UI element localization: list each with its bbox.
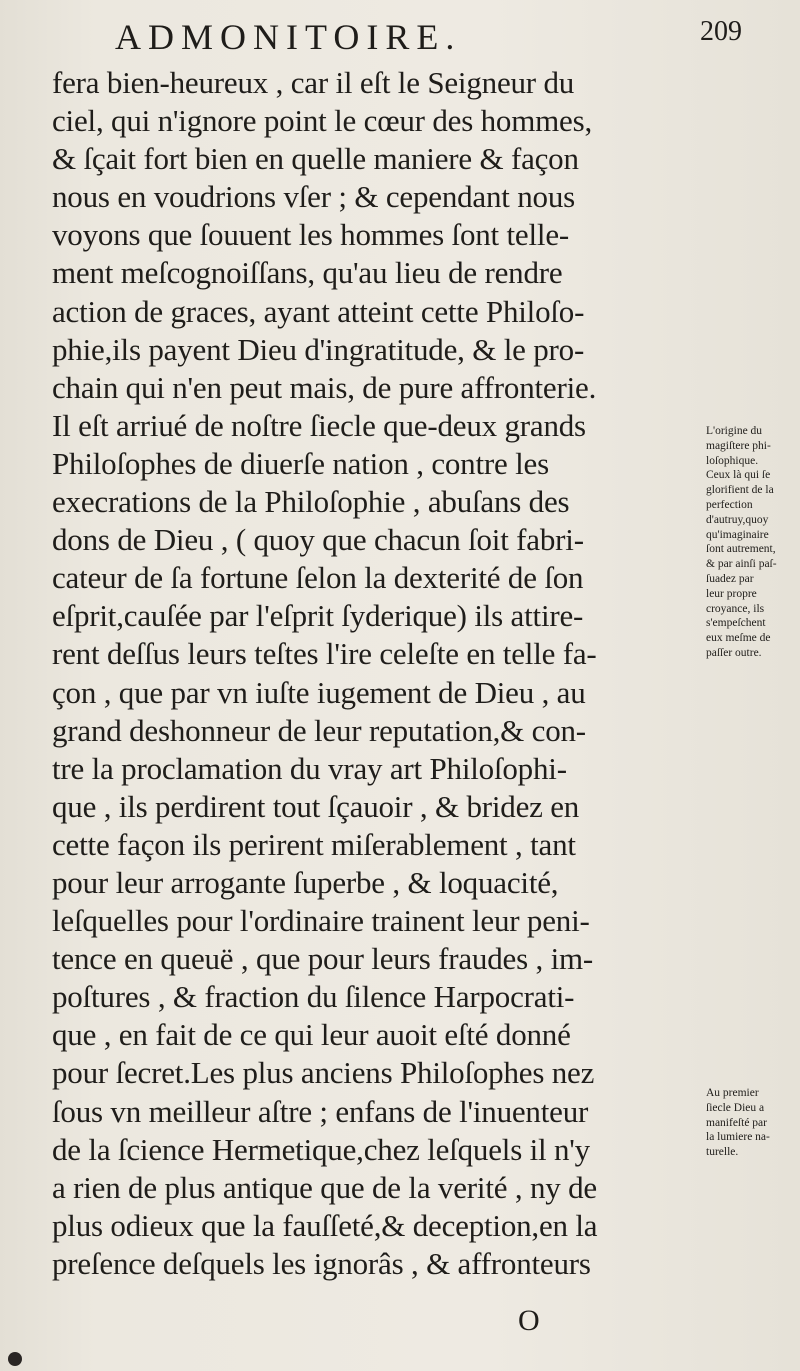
text-line: que , ils perdirent tout ſçauoir , & bridez en (52, 788, 580, 824)
margin-note-line: magiſtere phi- (706, 439, 771, 452)
margin-note-line: & par ainſi paſ- (706, 558, 777, 571)
margin-note-line: s'empeſchent (706, 617, 766, 630)
text-line: Il eſt arriué de noſtre ſiecle que-deux grands (52, 407, 586, 443)
margin-note-first-century (706, 1086, 800, 1160)
text-line: & ſçait fort bien en quelle maniere & façon (52, 141, 579, 177)
text-line: plus odieux que la fauſſeté,& deception,en la (52, 1207, 598, 1243)
margin-note-line: ſont autrement, (706, 543, 776, 556)
margin-note-line: Ceux là qui ſe (706, 469, 771, 482)
text-line: chain qui n'en peut mais, de pure affronterie. (52, 369, 597, 405)
text-line: nous en voudrions vſer ; & cependant nous (52, 179, 576, 215)
text-line: tence en queuë , que pour leurs fraudes , im- (52, 941, 594, 977)
text-line: çon , que par vn iuſte iugement de Dieu , au (52, 674, 586, 710)
text-line: ſous vn meilleur aſtre ; enfans de l'inuenteur (52, 1093, 589, 1129)
margin-note-line: loſophique. (706, 454, 759, 467)
page-number: 209 (700, 16, 742, 47)
text-line: cette façon ils perirent miſerablement , tant (52, 826, 576, 862)
margin-note-line: glorifient de la (706, 484, 774, 497)
text-line: fera bien-heureux , car il eſt le Seigneur du (52, 65, 575, 100)
margin-note-line: turelle. (706, 1146, 739, 1159)
text-line: ment meſcognoiſſans, qu'au lieu de rendre (52, 255, 563, 291)
text-line: poſtures , & fraction du ſilence Harpocrati- (52, 979, 575, 1015)
text-line: tre la proclamation du vray art Philoſophi- (52, 750, 567, 786)
text-line: voyons que ſouuent les hommes ſont telle- (52, 217, 569, 253)
margin-note-line: ſuadez par (706, 572, 754, 585)
margin-note-line: paſſer outre. (706, 646, 762, 659)
text-line: pour leur arrogante ſuperbe , & loquacité, (52, 864, 559, 900)
margin-note-origin (706, 424, 800, 661)
text-line: a rien de plus antique que de la verité , ny de (52, 1169, 597, 1205)
text-line: preſence deſquels les ignorâs , & affronteurs (52, 1245, 591, 1281)
margin-note-line: ſiecle Dieu a (706, 1101, 765, 1114)
catchword: O (518, 1304, 540, 1337)
ink-stain (8, 1352, 22, 1366)
margin-note-line: croyance, ils (706, 602, 765, 615)
text-line: pour ſecret.Les plus anciens Philoſophes nez (52, 1055, 595, 1091)
text-line: cateur de ſa fortune ſelon la dexterité de ſon (52, 560, 584, 596)
text-line: rent deſſus leurs teſtes l'ire celeſte en telle fa- (52, 636, 597, 672)
text-line: action de graces, ayant atteint cette Philoſo- (52, 293, 585, 329)
margin-note-line: la lumiere na- (706, 1131, 770, 1144)
main-text-block (52, 64, 692, 1283)
text-line: grand deshonneur de leur reputation,& con- (52, 712, 586, 748)
text-line: que , en fait de ce qui leur auoit eſté donné (52, 1017, 571, 1053)
margin-note-line: d'autruy,quoy (706, 513, 769, 526)
margin-note-line: eux meſme de (706, 632, 771, 645)
margin-note-line: manifeſté par (706, 1116, 767, 1129)
text-line: dons de Dieu , ( quoy que chacun ſoit fabri- (52, 522, 584, 558)
text-line: leſquelles pour l'ordinaire trainent leur peni- (52, 903, 590, 939)
text-line: Philoſophes de diuerſe nation , contre les (52, 445, 549, 481)
text-line: phie,ils payent Dieu d'ingratitude, & le pro- (52, 331, 585, 367)
running-title: ADMONITOIRE. (115, 17, 462, 57)
margin-note-line: perfection (706, 498, 753, 511)
text-line: eſprit,cauſée par l'eſprit ſyderique) ils attire- (52, 598, 584, 634)
margin-note-line: leur propre (706, 587, 757, 600)
margin-note-line: L'origine du (706, 425, 763, 437)
text-line: execrations de la Philoſophie , abuſans des (52, 484, 570, 520)
text-line: ciel, qui n'ignore point le cœur des hommes, (52, 103, 593, 139)
margin-note-line: Au premier (706, 1087, 759, 1099)
text-line: de la ſcience Hermetique,chez leſquels il n'y (52, 1131, 590, 1167)
margin-note-line: qu'imaginaire (706, 528, 769, 541)
